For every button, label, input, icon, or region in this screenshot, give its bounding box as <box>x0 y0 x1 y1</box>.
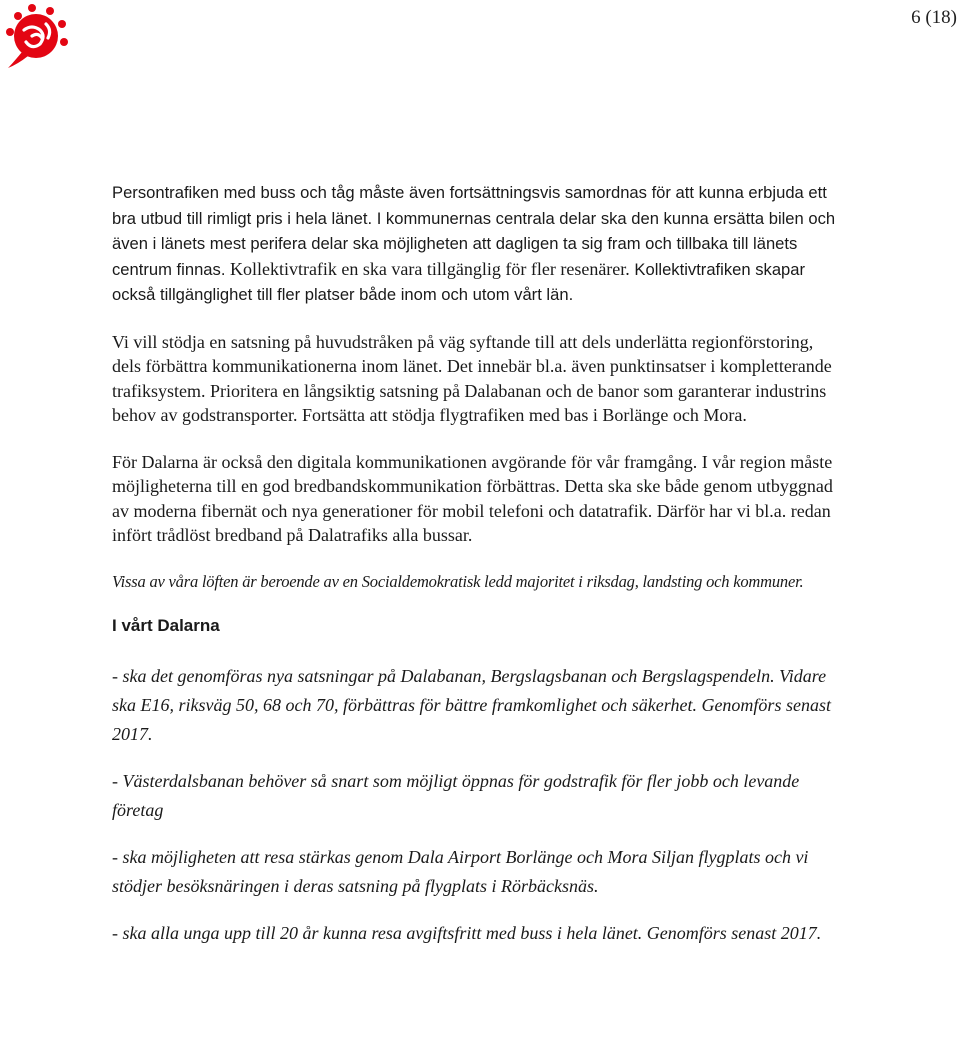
page-number: 6 (18) <box>911 7 957 28</box>
bullet-item-vasterdalsbanan: - Västerdalsbanan behöver så snart som möjligt öppnas för godstrafik för fler jobb och levande företag <box>112 770 800 820</box>
bullet-item-free-bus: - ska alla unga upp till 20 år kunna resa avgiftsfritt med buss i hela länet. Genomförs senast 2017. <box>112 922 822 943</box>
paragraph-1-sans-text-2: Kollektivtrafiken skapar också tillgänglighet till fler platser både inom och utom vårt län. <box>112 259 806 304</box>
paragraph-road-investment: Vi vill stödja en satsning på huvudstråken på väg syftande till att dels underlätta regionförstoring, dels förbättra kommunikationerna inom länet. Det innebär bl.a. även punktinsatser i kompletterande trafiksystem. Prioritera en långsiktig satsning på Dalabanan och de banor som garanterar industrins behov av godstransporter. Fortsätta att stödja flygtrafiken med bas i Borlänge och Mora. <box>112 331 832 425</box>
section-heading: I vårt Dalarna <box>112 615 220 635</box>
paragraph-public-transport <box>112 180 840 308</box>
paragraph-1-sans-text-1: Persontrafiken med buss och tåg måste även fortsättningsvis samordnas för att kunna erbjuda ett bra utbud till rimligt pris i hela länet. I kommunernas centrala delar ska den kunna ersätta bilen och även i länets mest perifera delar ska möjligheten att dagligen ta sig fram och tillbaka till länets centrum finnas. <box>112 183 836 279</box>
rose-logo-icon <box>2 2 70 70</box>
paragraph-1-serif-text: Kollektivtrafik en ska vara tillgänglig för fler resenärer. <box>225 258 630 279</box>
bullet-item-airports: - ska möjligheten att resa stärkas genom Dala Airport Borlänge och Mora Siljan flygplats och vi stödjer besöksnäringen i deras satsning på flygplats i Rörbäcksnäs. <box>112 846 809 896</box>
promise-disclaimer-note: Vissa av våra löften är beroende av en Socialdemokratisk ledd majoritet i riksdag, landsting och kommuner. <box>112 571 804 591</box>
document-body <box>112 180 840 966</box>
paragraph-digital-communication: För Dalarna är också den digitala kommunikationen avgörande för vår framgång. I vår region måste möjligheterna till en god bredbandskommunikation förbättras. Detta ska ske både genom utbyggnad av moderna fibernät och nya generationer för mobil telefoni och datatrafik. Därför har vi bl.a. redan infört trådlöst bredband på Dalatrafiks alla bussar. <box>112 451 833 545</box>
bullet-item-rail: - ska det genomföras nya satsningar på Dalabanan, Bergslagsbanan och Bergslagspendeln. Vidare ska E16, riksväg 50, 68 och 70, förbättras för bättre framkomlighet och säkerhet. Genomförs senast 2017. <box>112 665 831 744</box>
